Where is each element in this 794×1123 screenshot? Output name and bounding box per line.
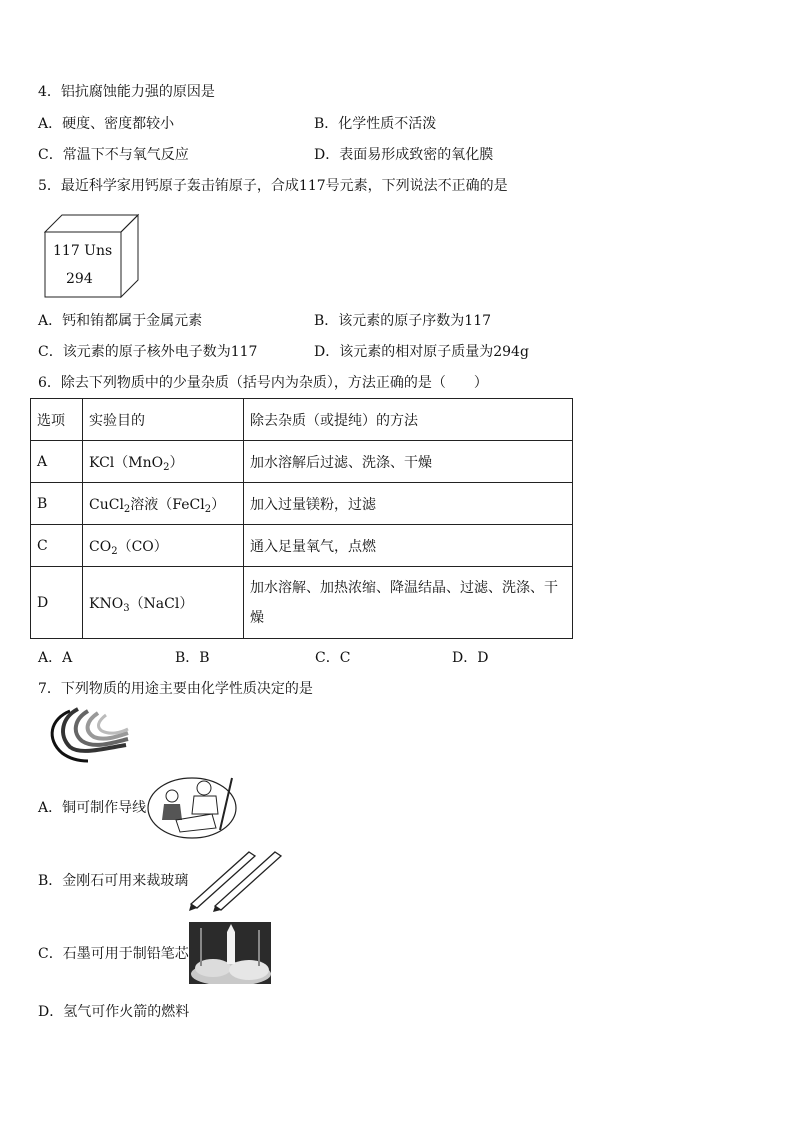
q5-option-d: D．该元素的相对原子质量为294g	[314, 344, 529, 360]
q7-stem: 7．下列物质的用途主要由化学性质决定的是	[38, 681, 313, 697]
row-method: 加入过量镁粉，过滤	[244, 483, 573, 525]
q4-option-c: C．常温下不与氧气反应	[38, 147, 189, 163]
q7-option-b: B．金刚石可用来裁玻璃	[38, 873, 189, 889]
table-row	[31, 483, 573, 525]
q4-stem: 4．铝抗腐蚀能力强的原因是	[38, 84, 215, 100]
wires-image	[40, 705, 130, 769]
q7-option-d: D．氢气可作火箭的燃料	[38, 1004, 190, 1020]
q5-stem: 5．最近科学家用钙原子轰击铕原子，合成117号元素，下列说法不正确的是	[38, 178, 508, 194]
cube-mass: 294	[66, 271, 93, 287]
q6-stem: 6．除去下列物质中的少量杂质（括号内为杂质），方法正确的是（ ）	[38, 375, 488, 391]
glass-cutting-image	[146, 774, 244, 844]
row-option: A	[31, 441, 83, 483]
q7-option-a: A．铜可制作导线	[38, 800, 147, 816]
row-method: 加水溶解后过滤、洗涤、干燥	[244, 441, 573, 483]
q4-option-a: A．硬度、密度都较小	[38, 116, 175, 132]
table-row	[31, 441, 573, 483]
element-cube	[44, 212, 139, 300]
q6-table	[30, 398, 573, 639]
row-option: D	[31, 567, 83, 639]
row-method: 通入足量氧气，点燃	[244, 525, 573, 567]
table-row	[31, 567, 573, 639]
row-method: 加水溶解、加热浓缩、降温结晶、过滤、洗涤、干燥	[244, 567, 573, 639]
q4-option-b: B．化学性质不活泼	[314, 116, 437, 132]
pencils-image	[187, 850, 283, 916]
row-option: C	[31, 525, 83, 567]
q5-option-c: C．该元素的原子核外电子数为117	[38, 344, 258, 360]
row-purpose: CuCl$_2$溶液（FeCl$_2$）	[83, 483, 244, 525]
header-purpose: 实验目的	[83, 399, 244, 441]
q6-option-a: A．A	[38, 650, 73, 666]
header-method: 除去杂质（或提纯）的方法	[244, 399, 573, 441]
rocket-image	[189, 922, 271, 988]
row-purpose: KCl（MnO$_2$）	[83, 441, 244, 483]
row-purpose: $KNO_3(NaCl)$	[83, 567, 244, 639]
q5-option-a: A．钙和铕都属于金属元素	[38, 313, 203, 329]
q7-option-c: C．石墨可用于制铅笔芯	[38, 946, 189, 962]
q4-option-d: D．表面易形成致密的氧化膜	[314, 147, 494, 163]
row-option: B	[31, 483, 83, 525]
table-header-row	[31, 399, 573, 441]
header-option: 选项	[31, 399, 83, 441]
q6-option-b: B．B	[175, 650, 210, 666]
q5-option-b: B．该元素的原子序数为117	[314, 313, 492, 329]
q6-option-d: D．D	[452, 650, 489, 666]
row-purpose: $CO_2(CO)$	[83, 525, 244, 567]
q6-option-c: C．C	[315, 650, 351, 666]
table-row	[31, 525, 573, 567]
cube-symbol: 117 Uns	[53, 243, 113, 259]
